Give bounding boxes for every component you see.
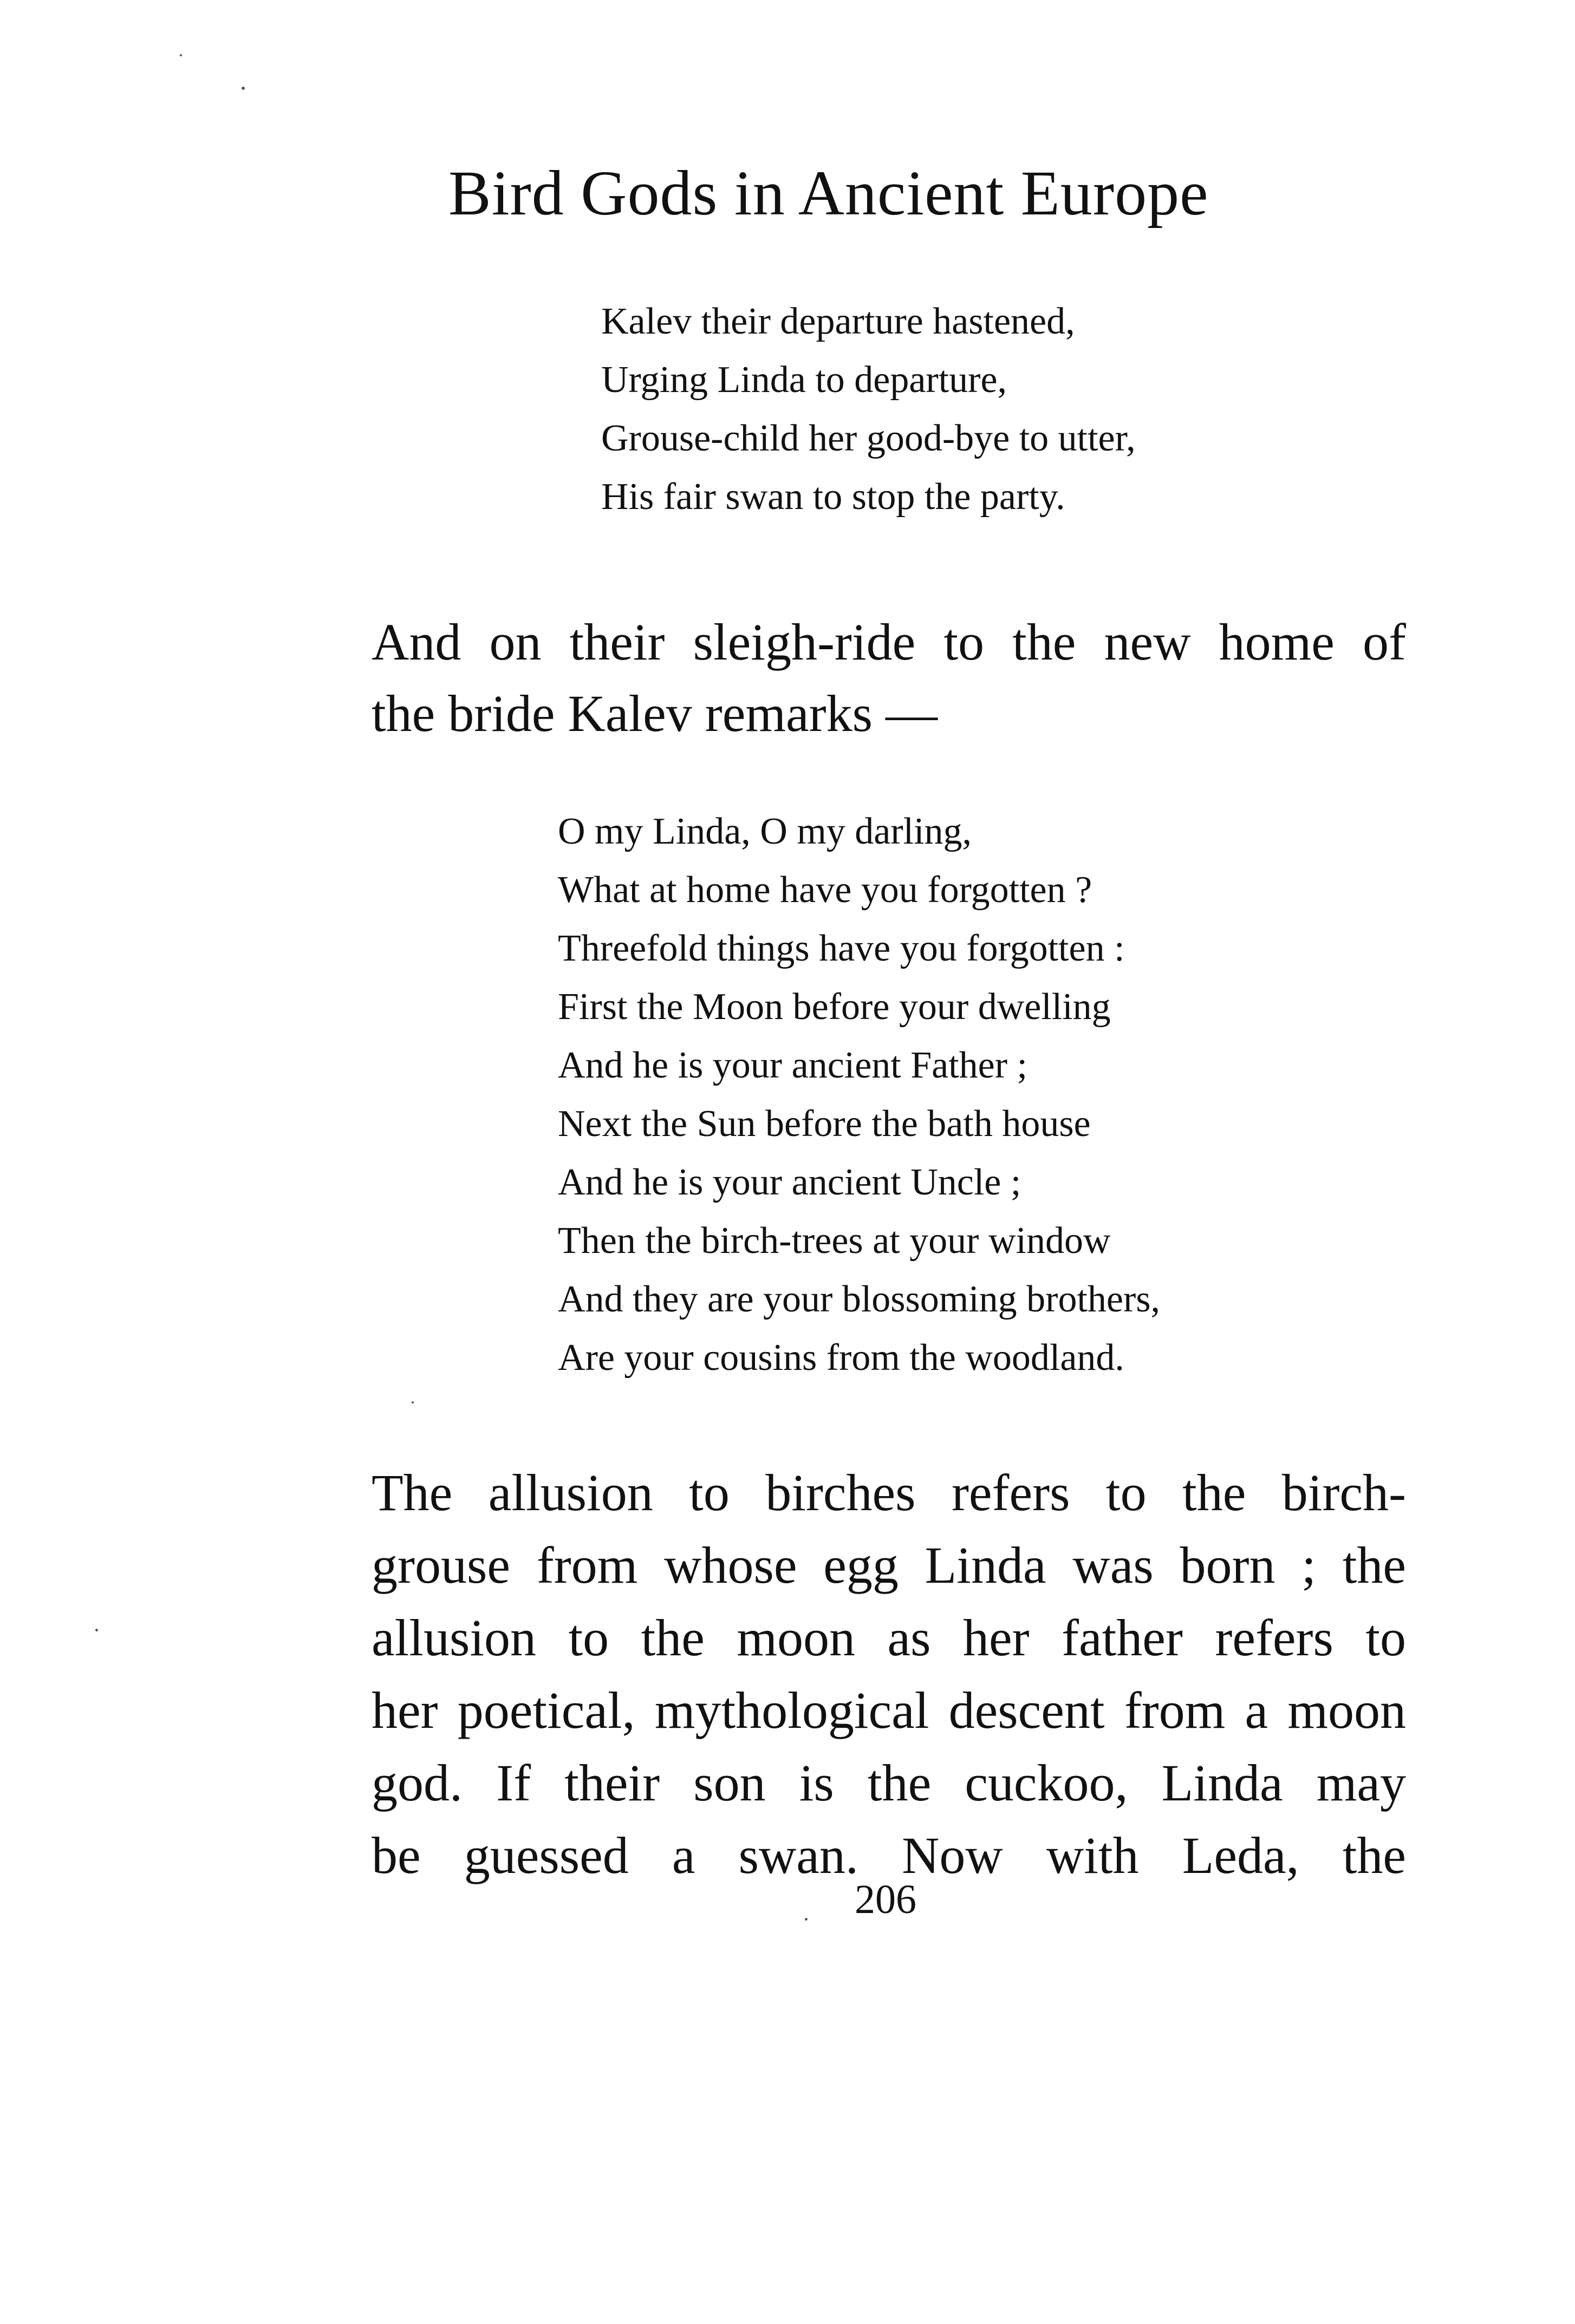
verse-line: What at home have you forgotten ?	[558, 869, 1092, 911]
page-number: 206	[855, 1877, 916, 1922]
prose-line: god. If their son is the cuckoo, Linda may	[372, 1754, 1406, 1812]
verse-line: And they are your blossoming brothers,	[558, 1278, 1161, 1320]
scan-speck	[95, 1629, 98, 1631]
scan-speck	[180, 54, 182, 56]
prose-line: The allusion to birches refers to the birch-	[372, 1464, 1406, 1522]
scan-speck	[805, 1918, 808, 1921]
prose-line: And on their sleigh-ride to the new home of	[372, 613, 1406, 671]
verse-line: Are your cousins from the woodland.	[558, 1337, 1124, 1379]
scan-speck	[412, 1401, 414, 1403]
verse-line: Urging Linda to departure,	[601, 359, 1007, 401]
prose-paragraph-2	[372, 1457, 1406, 1892]
prose-line: allusion to the moon as her father refers to	[372, 1609, 1406, 1667]
verse-line: His fair swan to stop the party.	[601, 476, 1065, 518]
verse-line: O my Linda, O my darling,	[558, 811, 972, 852]
prose-line: her poetical, mythological descent from a moon	[372, 1681, 1406, 1739]
verse-line: Next the Sun before the bath house	[558, 1103, 1091, 1145]
verse-line: And he is your ancient Father ;	[558, 1045, 1028, 1086]
prose-paragraph-1	[372, 606, 1406, 749]
verse-line: And he is your ancient Uncle ;	[558, 1161, 1021, 1203]
verse-stanza-1	[601, 292, 1136, 526]
verse-line: Kalev their departure hastened,	[601, 301, 1075, 342]
scan-speck	[242, 87, 245, 90]
verse-stanza-2	[558, 802, 1160, 1387]
prose-line: grouse from whose egg Linda was born ; the	[372, 1536, 1406, 1594]
verse-line: Threefold things have you forgotten :	[558, 928, 1125, 969]
running-head: Bird Gods in Ancient Europe	[448, 158, 1209, 229]
verse-line: Grouse-child her good-bye to utter,	[601, 417, 1136, 459]
prose-line: the bride Kalev remarks —	[372, 684, 938, 742]
verse-line: Then the birch-trees at your window	[558, 1220, 1111, 1262]
verse-line: First the Moon before your dwelling	[558, 986, 1111, 1028]
prose-line: be guessed a swan. Now with Leda, the	[372, 1826, 1406, 1884]
